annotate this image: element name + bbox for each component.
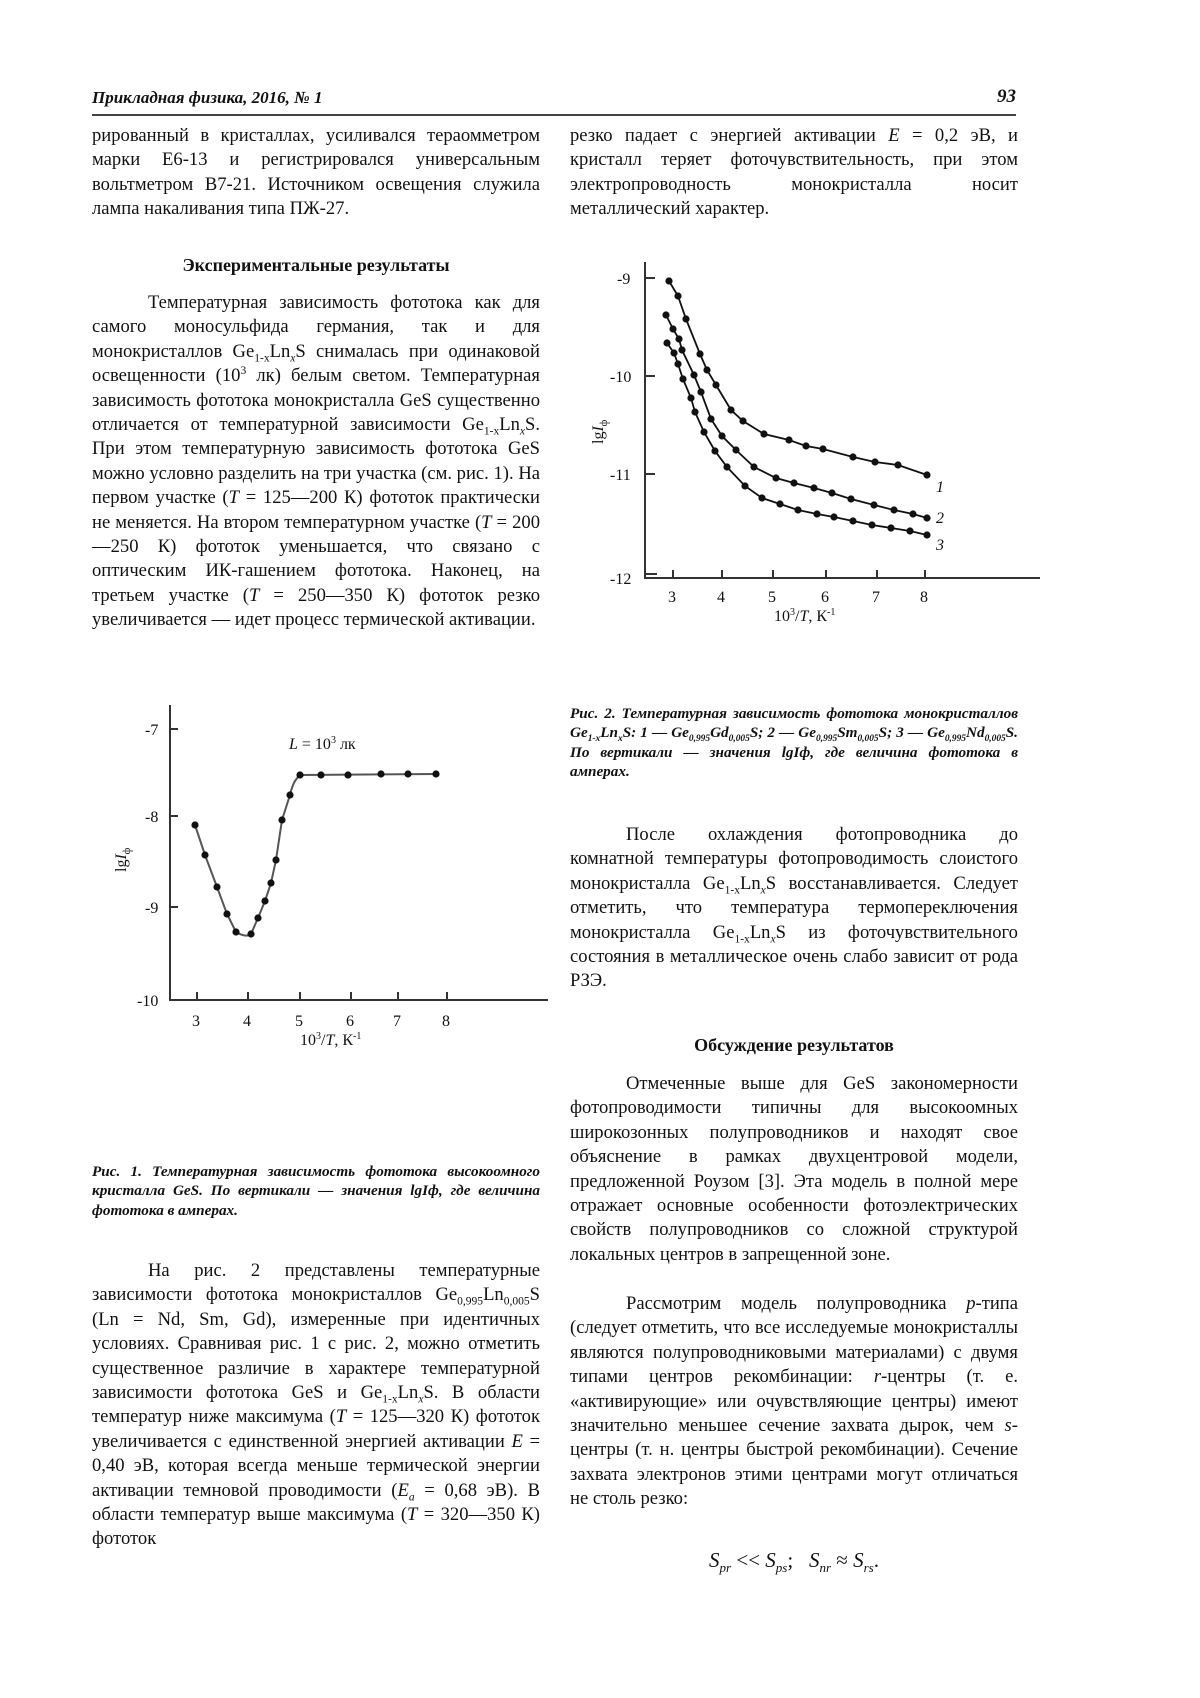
discussion-paragraph-1: Отмеченные выше для GeS закономерности фотопроводимости типичны для высокоомных широкозонных полупроводников и находят свое объяснение в рамках двухцентровой модели, предложенной Роузом [3]. Эта модель в полной мере отражает основные особенности фотоэлектрических свойств полупроводников со сложной структурой локальных центров в запрещенной зоне. (570, 1073, 1018, 1265)
results-paragraph-2: На рис. 2 представлены температурные зависимости фототока монокристаллов $Ge_{0,995}Ln_{0,005}S$ (Ln = Nd, Sm, Gd), измеренные при идентичных условиях. Сравнивая рис. 1 с рис. 2, можно отметить существенное различие в характере температурной зависимости фототока GeS и $Ge_{1-x}Ln_xS$. В области температур ниже максимума (T = 125—320 К) фототок увеличивается с единственной энергией активации E = 0,40 эВ, которая всегда меньше термической энергии активации темновой проводимости ($E_a = 0,68$ эВ). В области температур выше максимума (T = 320—350 К) фототок (92, 1260, 540, 1550)
series-label-1: 1 (936, 479, 944, 496)
results-paragraph-1: Температурная зависимость фототока как для самого моносульфида германия, так и для монокристаллов $Ge_{1-x}Ln_xS$ снималась при одинаковой освещенности ($10^3$ лк) белым светом. Температурная зависимость фототока монокристалла GeS существенно отличается от температурной зависимости $Ge_{1-x}Ln_xS$. При этом температурную зависимость фототока GeS можно условно разделить на три участка (см. рис. 1). На первом участке (T = 125—200 К) фототок практически не меняется. На втором температурном участке (T = 200—250 К) фототок уменьшается, что связано с оптическим ИК-гашением фототока. Наконец, на третьем участке (T = 250—350 К) фототок резко увеличивается — идет процесс термической активации. (92, 292, 541, 631)
svg-text:4: 4 (243, 1013, 251, 1030)
svg-text:-11: -11 (610, 467, 631, 484)
svg-text:4: 4 (717, 589, 725, 606)
running-header (92, 86, 1016, 116)
series-2-line (666, 315, 927, 518)
svg-text:7: 7 (872, 589, 880, 606)
svg-text:-9: -9 (617, 271, 631, 288)
discussion-paragraph-2: Рассмотрим модель полупроводника p-типа (следует отметить, что все исследуемые монокристаллы являются полупроводниковыми материалами) с двумя типами центров рекомбинации: r-центры (т. е. «активирующие» или очувствляющие центры) имеют значительно меньшее сечение захвата дырок, чем s-центры (т. н. центры быстрой рекомбинации). Сечение захвата электронов этими центрами могут отличаться не столь резко: (570, 1293, 1018, 1510)
fig2-x-axis-label: $10^3/T$, $К^{-1}$ (774, 607, 836, 625)
svg-text:-7: -7 (145, 722, 159, 739)
figure-2-chart (580, 258, 1040, 628)
left-column-intro (92, 124, 540, 222)
svg-text:3: 3 (192, 1013, 200, 1030)
right-column-top-paragraph: резко падает с энергией активации E = 0,2 эВ, и кристалл теряет фоточувствительность, при этом электропроводность монокристалла носит металлический характер. (570, 125, 1018, 220)
svg-text:8: 8 (442, 1013, 450, 1030)
figure-1-chart (100, 700, 560, 1060)
series-label-3: 3 (936, 537, 944, 554)
svg-text:3: 3 (668, 589, 676, 606)
intro-paragraph: рированный в кристаллах, усиливался тераомметром марки Е6-13 и регистрировался универсальным вольтметром В7-21. Источником освещения служила лампа накаливания типа ПЖ-27. (92, 125, 540, 220)
fig1-annotation: $L = 10^3$ лк (289, 735, 356, 753)
series-1-line (669, 281, 927, 475)
svg-text:-8: -8 (145, 809, 159, 826)
data-points (662, 277, 930, 538)
after-cooling-paragraph: После охлаждения фотопроводника до комнатной температуры фотопроводимость слоистого монокристалла $Ge_{1-x}Ln_xS$ восстанавливается. Следует отметить, что температура термопереключения монокристалла $Ge_{1-x}Ln_xS$ из фоточувствительного состояния в металлическое очень слабо зависит от рода РЗЭ. (570, 824, 1018, 992)
svg-text:7: 7 (393, 1013, 401, 1030)
svg-text:-9: -9 (145, 900, 159, 917)
figure-2-caption: Рис. 2. Температурная зависимость фототока монокристаллов $Ge_{1-x}Ln_xS$: 1 — $Ge_{0,995}Gd_{0,005}S$; 2 — $Ge_{0,995}Sm_{0,005}S$; 3 — $Ge_{0,995}Nd_{0,005}S$. По вертикали — значения lgIф, где величина фототока в амперах. (570, 705, 1018, 781)
section-title-results: Экспериментальные результаты (182, 255, 450, 275)
svg-text:8: 8 (920, 589, 928, 606)
section-title-discussion: Обсуждение результатов (694, 1035, 894, 1055)
page-number: 93 (997, 86, 1016, 107)
fig2-y-axis-label: lgI$_ф$ (590, 419, 610, 444)
svg-text:5: 5 (295, 1013, 303, 1030)
svg-text:-12: -12 (610, 571, 632, 588)
svg-text:6: 6 (346, 1013, 354, 1030)
figure-1-caption: Рис. 1. Температурная зависимость фототока высокоомного кристалла GeS. По вертикали — значения lgIф, где величина фототока в амперах. (92, 1163, 540, 1219)
svg-text:-10: -10 (137, 993, 159, 1010)
svg-text:6: 6 (821, 589, 829, 606)
fig1-y-axis-label: lgI$_ф$ (113, 847, 133, 872)
svg-text:5: 5 (768, 589, 776, 606)
journal-title: Прикладная физика, 2016, № 1 (92, 88, 323, 107)
capture-cross-section-formula: $S_{pr} << S_{ps}$; $S_{nr} \approx S_{rs}$. (709, 1548, 879, 1576)
svg-text:-10: -10 (610, 369, 632, 386)
series-label-2: 2 (936, 510, 944, 527)
fig1-x-axis-label: $10^3/T$, $К^{-1}$ (300, 1031, 362, 1049)
